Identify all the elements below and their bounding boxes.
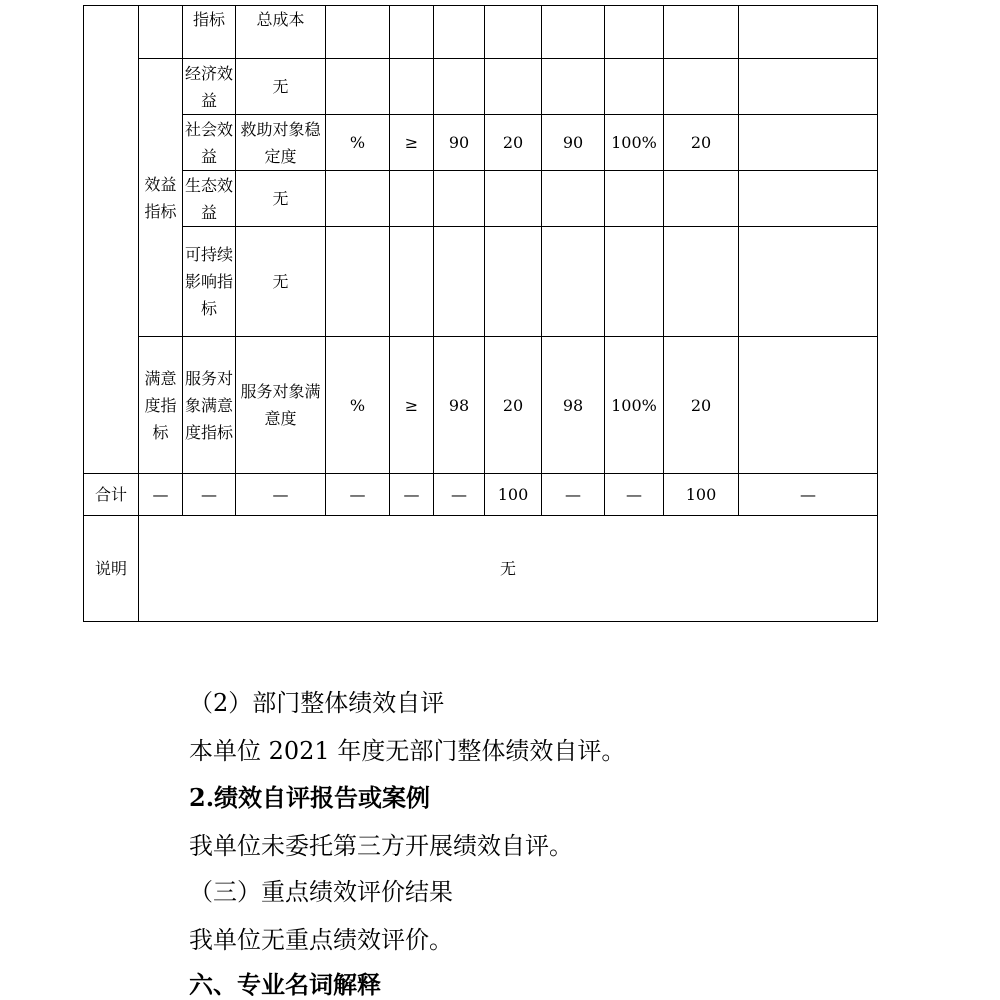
operator-cell [390,171,434,227]
explain-value: 无 [139,516,878,622]
actual-cell: 90 [542,115,605,171]
indicator-cell: 救助对象稳定度 [236,115,326,171]
target-cell: 98 [434,337,485,474]
weight-cell [485,6,542,59]
total-cell: 100 [485,474,542,516]
total-cell: — [739,474,878,516]
section-heading-glossary: 六、专业名词解释 [189,970,381,999]
table-row [84,227,878,337]
target-cell [434,6,485,59]
second-level-cell [139,6,183,59]
table-row [84,171,878,227]
group-benefit-cell: 效益指标 [139,59,183,337]
indicator-cell: 总成本 [236,6,326,59]
target-cell [434,171,485,227]
weight-cell [485,171,542,227]
note-cell [739,6,878,59]
target-cell [434,59,485,115]
explain-label: 说明 [84,516,139,622]
unit-cell: % [326,337,390,474]
performance-table [83,5,878,622]
paragraph-key-eval-text: 我单位无重点绩效评价。 [189,926,453,954]
note-cell [739,59,878,115]
weight-cell: 20 [485,115,542,171]
target-cell: 90 [434,115,485,171]
operator-cell [390,6,434,59]
total-cell: — [542,474,605,516]
rate-cell: 100% [605,115,664,171]
note-cell [739,227,878,337]
total-cell: — [390,474,434,516]
weight-cell: 20 [485,337,542,474]
note-cell [739,171,878,227]
explain-row [84,516,878,622]
note-cell [739,337,878,474]
total-cell: — [434,474,485,516]
unit-cell [326,6,390,59]
paragraph-dept-eval-text: 本单位 2021 年度无部门整体绩效自评。 [189,737,626,765]
unit-cell [326,227,390,337]
note-cell [739,115,878,171]
group-satisfaction-cell: 满意度指标 [139,337,183,474]
total-cell: — [139,474,183,516]
unit-cell [326,59,390,115]
actual-cell: 98 [542,337,605,474]
operator-cell: ≥ [390,115,434,171]
paragraph-report-heading: 2.绩效自评报告或案例 [189,783,431,812]
total-cell: 100 [664,474,739,516]
table-row [84,6,878,59]
actual-cell [542,59,605,115]
total-cell: — [236,474,326,516]
score-cell [664,227,739,337]
score-cell [664,171,739,227]
score-cell [664,6,739,59]
third-level-cell: 服务对象满意度指标 [183,337,236,474]
operator-cell [390,59,434,115]
actual-cell [542,227,605,337]
table-row [84,115,878,171]
indicator-cell: 无 [236,171,326,227]
third-level-cell: 社会效益 [183,115,236,171]
total-cell: — [605,474,664,516]
indicator-cell: 无 [236,59,326,115]
score-cell: 20 [664,115,739,171]
indicator-cell: 服务对象满意度 [236,337,326,474]
indicator-cell: 无 [236,227,326,337]
target-cell [434,227,485,337]
score-cell [664,59,739,115]
paragraph-dept-eval-heading: （2）部门整体绩效自评 [189,689,445,717]
paragraph-key-eval-heading: （三）重点绩效评价结果 [189,878,453,906]
rate-cell [605,59,664,115]
weight-cell [485,227,542,337]
third-level-cell: 经济效益 [183,59,236,115]
score-cell: 20 [664,337,739,474]
third-level-cell: 指标 [183,6,236,59]
operator-cell: ≥ [390,337,434,474]
total-label: 合计 [84,474,139,516]
unit-cell [326,171,390,227]
rate-cell [605,227,664,337]
third-level-cell: 可持续影响指标 [183,227,236,337]
unit-cell: % [326,115,390,171]
operator-cell [390,227,434,337]
total-cell: — [326,474,390,516]
weight-cell [485,59,542,115]
table-row [84,59,878,115]
rate-cell: 100% [605,337,664,474]
first-level-cell [84,6,139,474]
rate-cell [605,6,664,59]
paragraph-report-text: 我单位未委托第三方开展绩效自评。 [189,832,573,860]
total-cell: — [183,474,236,516]
actual-cell [542,6,605,59]
rate-cell [605,171,664,227]
actual-cell [542,171,605,227]
third-level-cell: 生态效益 [183,171,236,227]
table-row [84,337,878,474]
total-row [84,474,878,516]
